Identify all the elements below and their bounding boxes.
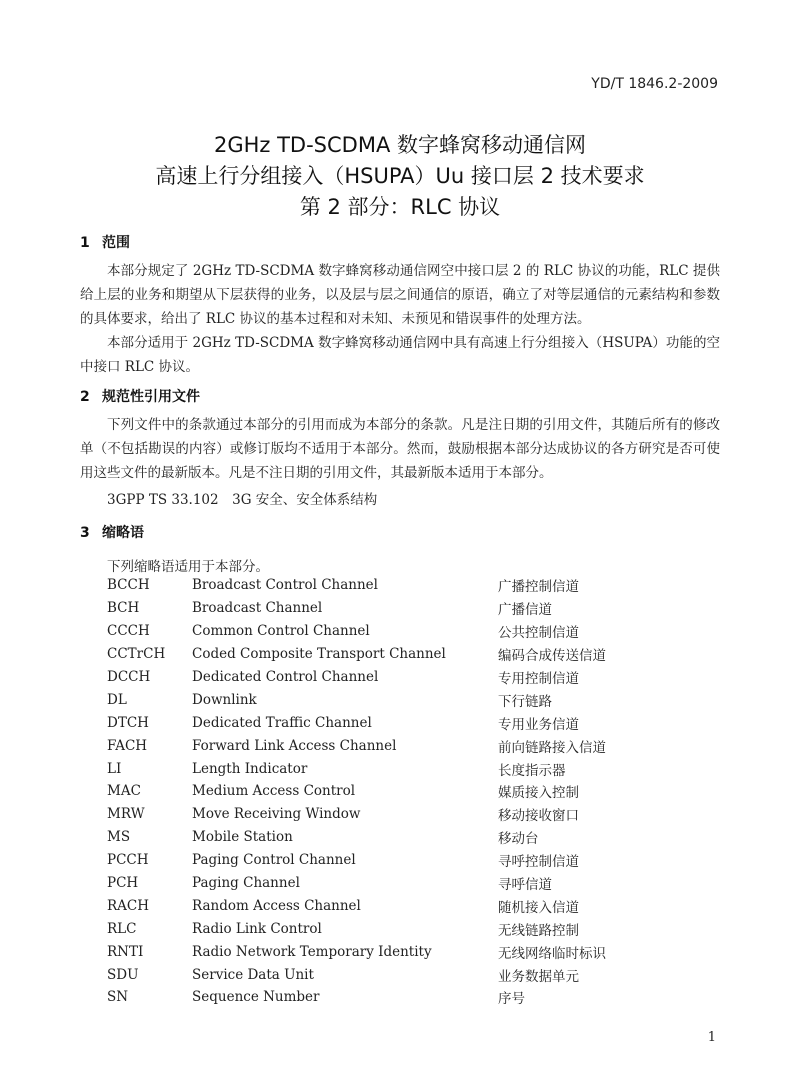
abbreviation-cell: FACH (107, 737, 148, 754)
title-line-1: 2GHz TD-SCDMA 数字蜂窝移动通信网 (213, 133, 587, 157)
abbreviation-cell: RLC (107, 920, 137, 937)
english-term-cell: Broadcast Control Channel (192, 577, 378, 594)
english-term-cell: Service Data Unit (192, 966, 314, 983)
english-term-cell: Medium Access Control (192, 783, 356, 800)
section-title: 规范性引用文件 (102, 389, 200, 405)
abbreviation-cell: LI (107, 760, 122, 777)
normative-reference: 3GPP TS 33.102 3G 安全、安全体系结构 (107, 492, 378, 508)
section-number: 2 (80, 389, 90, 405)
chinese-term-cell: 下行链路 (498, 693, 552, 710)
section-1-paragraph-2: 本部分适用于 2GHz TD-SCDMA 数字蜂窝移动通信网中具有高速上行分组接入（HSUPA）功能的空中接口 RLC 协议。 (80, 335, 720, 375)
abbreviation-cell: RACH (107, 897, 150, 914)
abbreviation-cell: CCTrCH (107, 646, 166, 663)
chinese-term-cell: 寻呼控制信道 (498, 854, 579, 871)
abbreviation-cell: SDU (107, 966, 139, 983)
english-term-cell: Move Receiving Window (192, 806, 361, 823)
chinese-term-cell: 长度指示器 (498, 762, 566, 779)
english-term-cell: Dedicated Control Channel (192, 669, 379, 685)
english-term-cell: Downlink (192, 691, 257, 708)
english-term-cell: Length Indicator (192, 760, 308, 777)
table-row (107, 688, 606, 711)
table-row (107, 643, 606, 666)
chinese-term-cell: 专用业务信道 (498, 716, 579, 733)
chinese-term-cell: 广播控制信道 (498, 579, 579, 596)
chinese-term-cell: 无线网络临时标识 (498, 945, 606, 962)
english-term-cell: Mobile Station (192, 829, 293, 846)
section-title: 范围 (102, 235, 130, 251)
abbreviation-cell: MAC (107, 783, 141, 800)
abbreviation-cell: BCH (107, 600, 140, 617)
title-line-3: 第 2 部分：RLC 协议 (299, 195, 501, 219)
table-row (107, 849, 606, 872)
english-term-cell: Paging Channel (192, 875, 300, 892)
table-row (107, 963, 606, 986)
section-number: 1 (80, 235, 90, 251)
english-term-cell: Dedicated Traffic Channel (192, 714, 372, 731)
abbreviation-cell: MRW (107, 806, 145, 823)
title-line-2: 高速上行分组接入（HSUPA）Uu 接口层 2 技术要求 (155, 164, 645, 188)
table-row (107, 666, 606, 689)
abbreviation-cell: PCCH (107, 852, 149, 869)
abbreviations-table-body (107, 574, 606, 1009)
table-row (107, 894, 606, 917)
table-row (107, 872, 606, 895)
english-term-cell: Common Control Channel (192, 623, 370, 640)
section-1-paragraph-1: 本部分规定了 2GHz TD-SCDMA 数字蜂窝移动通信网空中接口层 2 的 RLC 协议的功能，RLC 提供给上层的业务和期望从下层获得的业务，以及层与层之间通信的原语，确立了对等层通信的元素结构和参数的具体要求，给出了 RLC 协议的基本过程和对未知、未预见和错误事件的处理方法。 (80, 263, 720, 327)
english-term-cell: Forward Link Access Channel (192, 737, 397, 754)
chinese-term-cell: 随机接入信道 (498, 899, 579, 916)
abbreviation-cell: BCCH (107, 577, 150, 594)
abbreviation-cell: DTCH (107, 714, 149, 731)
abbreviation-cell: PCH (107, 875, 139, 892)
table-row (107, 940, 606, 963)
document-title (0, 130, 800, 223)
chinese-term-cell: 无线链路控制 (498, 922, 579, 939)
table-row (107, 780, 606, 803)
chinese-term-cell: 移动接收窗口 (498, 808, 579, 825)
chinese-term-cell: 移动台 (498, 831, 539, 848)
table-row (107, 986, 606, 1009)
english-term-cell: Sequence Number (192, 989, 320, 1006)
section-number: 3 (80, 525, 90, 541)
table-row (107, 734, 606, 757)
standard-code: YD/T 1846.2-2009 (591, 76, 718, 92)
chinese-term-cell: 媒质接入控制 (498, 785, 579, 802)
english-term-cell: Paging Control Channel (192, 852, 356, 869)
english-term-cell: Coded Composite Transport Channel (192, 646, 446, 663)
english-term-cell: Broadcast Channel (192, 600, 323, 617)
chinese-term-cell: 编码合成传送信道 (498, 648, 606, 665)
table-row (107, 574, 606, 597)
table-row (107, 803, 606, 826)
chinese-term-cell: 广播信道 (498, 602, 552, 619)
section-title: 缩略语 (102, 525, 144, 541)
abbreviations-table (107, 574, 606, 1009)
abbreviation-cell: CCCH (107, 623, 150, 640)
table-row (107, 757, 606, 780)
chinese-term-cell: 公共控制信道 (498, 625, 579, 642)
section-2-heading (80, 386, 200, 406)
table-row (107, 917, 606, 940)
abbreviation-cell: SN (107, 989, 129, 1006)
abbreviation-cell: DL (107, 691, 127, 708)
english-term-cell: Radio Network Temporary Identity (192, 943, 432, 960)
chinese-term-cell: 业务数据单元 (498, 968, 579, 985)
chinese-term-cell: 序号 (498, 991, 525, 1008)
chinese-term-cell: 专用控制信道 (498, 671, 579, 687)
table-row (107, 711, 606, 734)
table-row (107, 597, 606, 620)
chinese-term-cell: 寻呼信道 (498, 877, 552, 894)
english-term-cell: Radio Link Control (192, 920, 322, 937)
abbreviation-cell: DCCH (107, 669, 151, 685)
abbreviation-cell: RNTI (107, 943, 144, 960)
table-row (107, 620, 606, 643)
page-number: 1 (707, 1030, 716, 1045)
section-3-heading (80, 522, 144, 542)
section-1-heading (80, 232, 130, 252)
abbreviation-cell: MS (107, 829, 131, 846)
chinese-term-cell: 前向链路接入信道 (498, 739, 606, 756)
section-2-paragraph: 下列文件中的条款通过本部分的引用而成为本部分的条款。凡是注日期的引用文件，其随后所有的修改单（不包括勘误的内容）或修订版均不适用于本部分。然而，鼓励根据本部分达成协议的各方研究是否可使用这些文件的最新版本。凡是不注日期的引用文件，其最新版本适用于本部分。 (80, 417, 720, 481)
table-row (107, 826, 606, 849)
english-term-cell: Random Access Channel (192, 897, 361, 914)
abbreviations-intro: 下列缩略语适用于本部分。 (107, 559, 269, 575)
